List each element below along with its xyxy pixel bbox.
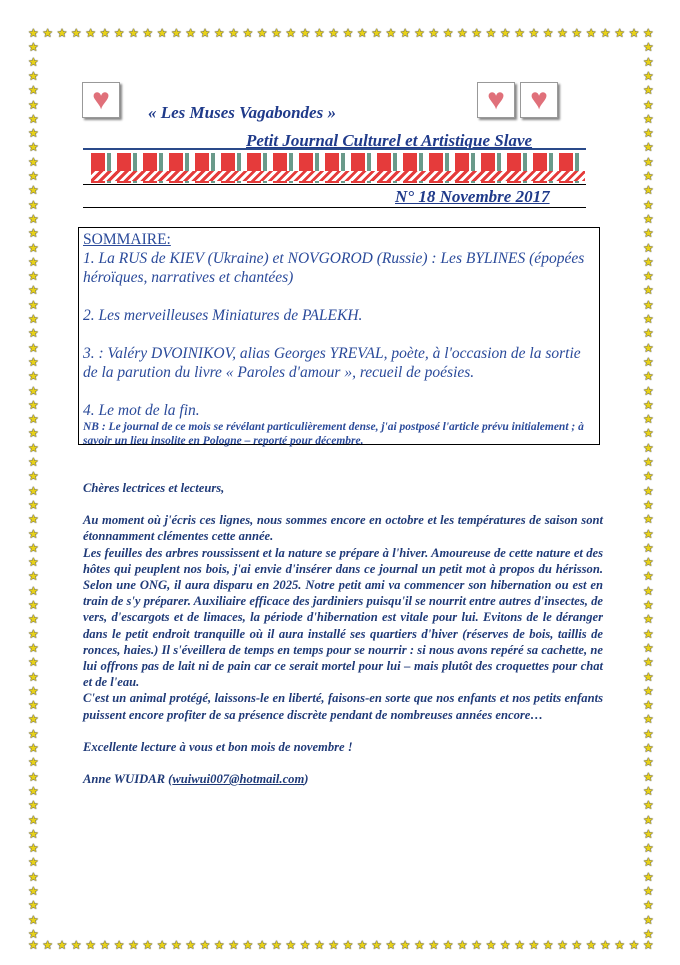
star-icon: ★ (356, 938, 368, 952)
star-icon: ★ (42, 938, 54, 952)
star-icon: ★ (28, 483, 39, 498)
star-icon: ★ (28, 884, 39, 898)
star-icon: ★ (28, 683, 39, 698)
star-icon: ★ (643, 312, 654, 326)
star-icon: ★ (70, 938, 82, 952)
star-icon: ★ (28, 938, 39, 952)
star-icon: ★ (643, 254, 654, 269)
star-icon: ★ (28, 898, 39, 913)
journal-subtitle: Petit Journal Culturel et Artistique Slave (246, 131, 533, 150)
star-icon: ★ (28, 640, 39, 655)
star-icon: ★ (356, 26, 368, 40)
toc-note: NB : Le journal de ce mois se révélant particulièrement dense, j'ai postposé l'article prévu initialement ; à savoir un lieu insolite en Pologne – reporté pour décembre. (83, 421, 584, 447)
star-icon: ★ (643, 526, 654, 541)
star-icon: ★ (213, 938, 225, 952)
greeting: Chères lectrices et lecteurs, (83, 481, 225, 495)
star-icon: ★ (28, 812, 39, 827)
star-icon: ★ (28, 340, 39, 355)
star-icon: ★ (385, 26, 397, 40)
star-icon: ★ (643, 426, 654, 441)
star-icon: ★ (28, 655, 39, 670)
star-icon: ★ (457, 938, 468, 952)
star-icon: ★ (314, 938, 325, 952)
star-icon: ★ (28, 497, 39, 512)
star-icon: ★ (643, 54, 654, 69)
star-icon: ★ (643, 97, 654, 112)
table-of-contents (78, 227, 600, 445)
star-icon: ★ (199, 26, 211, 40)
divider (83, 184, 586, 185)
star-icon: ★ (128, 938, 139, 952)
star-icon: ★ (99, 938, 111, 952)
star-icon: ★ (342, 938, 354, 952)
star-icon: ★ (28, 312, 39, 326)
star-icon: ★ (557, 26, 568, 40)
star-icon: ★ (643, 841, 654, 856)
star-icon: ★ (156, 26, 168, 40)
star-icon: ★ (28, 283, 39, 298)
paren: ) (304, 772, 309, 787)
star-icon: ★ (528, 26, 540, 40)
star-icon: ★ (185, 26, 197, 40)
signature (83, 771, 603, 787)
star-icon: ★ (643, 440, 654, 455)
star-icon: ★ (499, 26, 511, 40)
star-icon: ★ (28, 712, 39, 727)
star-icon: ★ (643, 655, 654, 670)
star-icon: ★ (28, 326, 39, 341)
star-icon: ★ (28, 726, 39, 741)
star-icon: ★ (643, 83, 654, 98)
star-icon: ★ (643, 884, 654, 898)
star-icon: ★ (242, 26, 254, 40)
star-icon: ★ (643, 798, 654, 813)
star-icon: ★ (28, 869, 39, 884)
toc-item: 3. : Valéry DVOINIKOV, alias Georges YREVAL, poète, à l'occasion de la sortie de la parution du livre « Paroles d'amour », recueil de poésies. (83, 345, 581, 381)
star-icon: ★ (342, 26, 354, 40)
star-icon: ★ (414, 26, 425, 40)
star-icon: ★ (643, 826, 654, 841)
star-icon: ★ (643, 126, 654, 141)
star-icon: ★ (28, 412, 39, 427)
star-icon: ★ (28, 455, 39, 469)
star-icon: ★ (28, 383, 39, 398)
editorial-letter (83, 480, 603, 787)
star-icon: ★ (600, 938, 611, 952)
star-icon: ★ (643, 369, 654, 384)
star-icon: ★ (643, 612, 654, 627)
star-icon: ★ (28, 226, 39, 241)
star-icon: ★ (428, 938, 440, 952)
star-icon: ★ (28, 755, 39, 770)
star-icon: ★ (643, 197, 654, 212)
star-icon: ★ (643, 540, 654, 555)
star-icon: ★ (643, 326, 654, 341)
star-icon: ★ (643, 769, 654, 784)
star-icon: ★ (228, 938, 239, 952)
star-icon: ★ (113, 938, 125, 952)
star-icon: ★ (643, 783, 654, 798)
star-icon: ★ (28, 526, 39, 541)
star-icon: ★ (643, 340, 654, 355)
star-icon: ★ (28, 512, 39, 527)
star-icon: ★ (457, 26, 468, 40)
star-icon: ★ (285, 26, 297, 40)
star-icon: ★ (28, 469, 39, 484)
star-icon: ★ (314, 26, 325, 40)
star-icon: ★ (643, 912, 654, 927)
star-icon: ★ (542, 938, 554, 952)
star-icon: ★ (171, 938, 182, 952)
star-icon: ★ (485, 26, 497, 40)
star-icon: ★ (514, 938, 525, 952)
star-icon: ★ (228, 26, 239, 40)
heart-ornament-icon: ♥ (477, 82, 515, 118)
star-icon: ★ (28, 126, 39, 141)
star-icon: ★ (28, 540, 39, 555)
star-icon: ★ (542, 26, 554, 40)
star-icon: ★ (571, 26, 583, 40)
star-icon: ★ (371, 938, 382, 952)
star-icon: ★ (643, 555, 654, 570)
star-icon: ★ (643, 240, 654, 255)
star-icon: ★ (42, 26, 54, 40)
star-icon: ★ (28, 569, 39, 584)
star-icon: ★ (28, 440, 39, 455)
star-icon: ★ (28, 254, 39, 269)
star-icon: ★ (28, 855, 39, 870)
star-icon: ★ (643, 741, 654, 755)
star-icon: ★ (28, 669, 39, 684)
star-icon: ★ (85, 938, 96, 952)
star-icon: ★ (643, 812, 654, 827)
star-icon: ★ (485, 938, 497, 952)
embroidery-band-lower (91, 171, 585, 181)
star-icon: ★ (299, 938, 311, 952)
star-icon: ★ (99, 26, 111, 40)
star-icon: ★ (371, 26, 382, 40)
star-icon: ★ (643, 68, 654, 83)
star-icon: ★ (643, 869, 654, 884)
heart-ornament-icon: ♥ (82, 82, 120, 118)
star-icon: ★ (643, 412, 654, 427)
star-icon: ★ (643, 726, 654, 741)
star-icon: ★ (28, 583, 39, 598)
star-icon: ★ (28, 769, 39, 784)
star-icon: ★ (614, 26, 626, 40)
star-icon: ★ (28, 612, 39, 627)
star-icon: ★ (643, 183, 654, 198)
star-icon: ★ (643, 269, 654, 284)
star-icon: ★ (399, 26, 411, 40)
journal-title: « Les Muses Vagabondes » (148, 103, 336, 122)
star-icon: ★ (70, 26, 82, 40)
star-icon: ★ (213, 26, 225, 40)
star-icon: ★ (328, 26, 340, 40)
star-icon: ★ (28, 169, 39, 183)
star-icon: ★ (28, 698, 39, 713)
star-icon: ★ (271, 938, 282, 952)
star-icon: ★ (28, 369, 39, 384)
star-icon: ★ (643, 712, 654, 727)
paragraph: C'est un animal protégé, laissons-le en liberté, faisons-en sorte que nos enfants et nos petits enfants puissent encore profiter de sa présence discrète pendant de nombreuses années encore… (83, 691, 603, 722)
star-icon: ★ (28, 826, 39, 841)
star-icon: ★ (442, 26, 454, 40)
star-icon: ★ (28, 841, 39, 856)
star-icon: ★ (585, 938, 597, 952)
star-icon: ★ (156, 938, 168, 952)
star-icon: ★ (643, 512, 654, 527)
star-icon: ★ (643, 226, 654, 241)
star-icon: ★ (299, 26, 311, 40)
star-icon: ★ (256, 26, 268, 40)
paragraph: Au moment où j'écris ces lignes, nous sommes encore en octobre et les températures de saison sont étonnamment clémentes cette année. (83, 513, 603, 544)
star-icon: ★ (643, 283, 654, 298)
star-icon: ★ (256, 938, 268, 952)
star-icon: ★ (643, 755, 654, 770)
star-icon: ★ (643, 111, 654, 126)
star-icon: ★ (643, 40, 654, 55)
closing: Excellente lecture à vous et bon mois de novembre ! (83, 739, 353, 754)
toc-heading: SOMMAIRE: (83, 231, 171, 248)
star-icon: ★ (643, 354, 654, 369)
star-icon: ★ (28, 741, 39, 755)
star-icon: ★ (28, 912, 39, 927)
star-icon: ★ (28, 397, 39, 412)
star-icon: ★ (414, 938, 425, 952)
star-icon: ★ (242, 938, 254, 952)
star-icon: ★ (171, 26, 182, 40)
star-icon: ★ (28, 555, 39, 570)
author-name: Anne WUIDAR ( (83, 772, 173, 787)
star-icon: ★ (643, 626, 654, 641)
star-icon: ★ (442, 938, 454, 952)
star-icon: ★ (643, 669, 654, 684)
star-icon: ★ (628, 938, 640, 952)
star-icon: ★ (28, 297, 39, 312)
star-icon: ★ (128, 26, 139, 40)
toc-item: 1. La RUS de KIEV (Ukraine) et NOVGOROD (Russie) : Les BYLINES (épopées héroïques, narratives et chantées) (83, 250, 585, 286)
star-icon: ★ (499, 938, 511, 952)
star-icon: ★ (614, 938, 626, 952)
star-icon: ★ (642, 26, 654, 40)
star-icon: ★ (643, 497, 654, 512)
star-icon: ★ (28, 111, 39, 126)
paragraph: Les feuilles des arbres roussissent et la nature se prépare à l'hiver. Amoureuse de cette nature et des hôtes qui peuplent nos bois, j'ai envie d'insérer dans ce journal un petit mot à propos du hérisson. Selon une ONG, il aura disparu en 2025. Notre petit ami va commencer son hibernation ou est en train de s'y préparer. Auxiliaire efficace des jardiniers puisqu'il se nourrit entre autres d'insectes, de vers, d'escargots et de limaces, la période d'hibernation est vitale pour lui. Evitons de le déranger dans le petit endroit tranquille où il aura installé ses quartiers d'hiver (réserves de bois, taillis de ronces, haies.) Il s'éveillera de temps en temps pour se nourrir : si nous avons repéré sa cachette, ne lui offrons pas de lait ni de pain car ce serait mortel pour lui – mais plutôt des croquettes pour chat et de l'eau. (83, 545, 603, 690)
star-icon: ★ (642, 938, 654, 952)
star-icon: ★ (28, 83, 39, 98)
email-link[interactable]: wuiwui007@hotmail.com (172, 772, 305, 787)
divider (83, 207, 586, 208)
star-icon: ★ (271, 26, 282, 40)
star-icon: ★ (643, 598, 654, 612)
star-icon: ★ (28, 783, 39, 798)
star-icon: ★ (643, 211, 654, 226)
star-icon: ★ (385, 938, 397, 952)
star-icon: ★ (643, 169, 654, 183)
divider (83, 148, 586, 150)
star-icon: ★ (28, 54, 39, 69)
star-icon: ★ (28, 40, 39, 55)
star-icon: ★ (28, 626, 39, 641)
star-icon: ★ (28, 426, 39, 441)
star-icon: ★ (28, 26, 39, 40)
star-icon: ★ (199, 938, 211, 952)
star-icon: ★ (643, 154, 654, 169)
star-icon: ★ (28, 926, 39, 941)
star-icon: ★ (643, 583, 654, 598)
star-icon: ★ (142, 938, 154, 952)
star-icon: ★ (28, 598, 39, 612)
star-icon: ★ (28, 240, 39, 255)
star-icon: ★ (643, 683, 654, 698)
star-icon: ★ (28, 140, 39, 155)
star-icon: ★ (585, 26, 597, 40)
star-icon: ★ (285, 938, 297, 952)
star-icon: ★ (28, 211, 39, 226)
star-icon: ★ (28, 97, 39, 112)
star-icon: ★ (643, 569, 654, 584)
star-icon: ★ (56, 938, 68, 952)
star-icon: ★ (185, 938, 197, 952)
star-icon: ★ (28, 183, 39, 198)
star-icon: ★ (113, 26, 125, 40)
star-icon: ★ (28, 269, 39, 284)
issue-number: N° 18 Novembre 2017 (395, 187, 550, 206)
star-icon: ★ (28, 798, 39, 813)
star-icon: ★ (471, 938, 483, 952)
star-icon: ★ (643, 926, 654, 941)
heart-ornament-icon: ♥ (520, 82, 558, 118)
star-icon: ★ (643, 383, 654, 398)
star-icon: ★ (528, 938, 540, 952)
star-icon: ★ (514, 26, 525, 40)
star-icon: ★ (557, 938, 568, 952)
star-icon: ★ (643, 483, 654, 498)
star-icon: ★ (571, 938, 583, 952)
star-icon: ★ (399, 938, 411, 952)
star-icon: ★ (643, 855, 654, 870)
star-icon: ★ (643, 297, 654, 312)
star-icon: ★ (643, 397, 654, 412)
star-icon: ★ (643, 898, 654, 913)
star-icon: ★ (643, 469, 654, 484)
star-icon: ★ (328, 938, 340, 952)
toc-item: 2. Les merveilleuses Miniatures de PALEKH. (83, 307, 363, 324)
star-icon: ★ (85, 26, 96, 40)
star-icon: ★ (643, 140, 654, 155)
star-icon: ★ (428, 26, 440, 40)
star-icon: ★ (56, 26, 68, 40)
star-icon: ★ (628, 26, 640, 40)
star-icon: ★ (471, 26, 483, 40)
star-icon: ★ (600, 26, 611, 40)
star-icon: ★ (643, 640, 654, 655)
toc-item: 4. Le mot de la fin. (83, 402, 200, 419)
star-icon: ★ (28, 68, 39, 83)
star-icon: ★ (28, 197, 39, 212)
star-icon: ★ (643, 698, 654, 713)
star-icon: ★ (643, 455, 654, 469)
star-icon: ★ (28, 354, 39, 369)
star-icon: ★ (28, 154, 39, 169)
star-icon: ★ (142, 26, 154, 40)
